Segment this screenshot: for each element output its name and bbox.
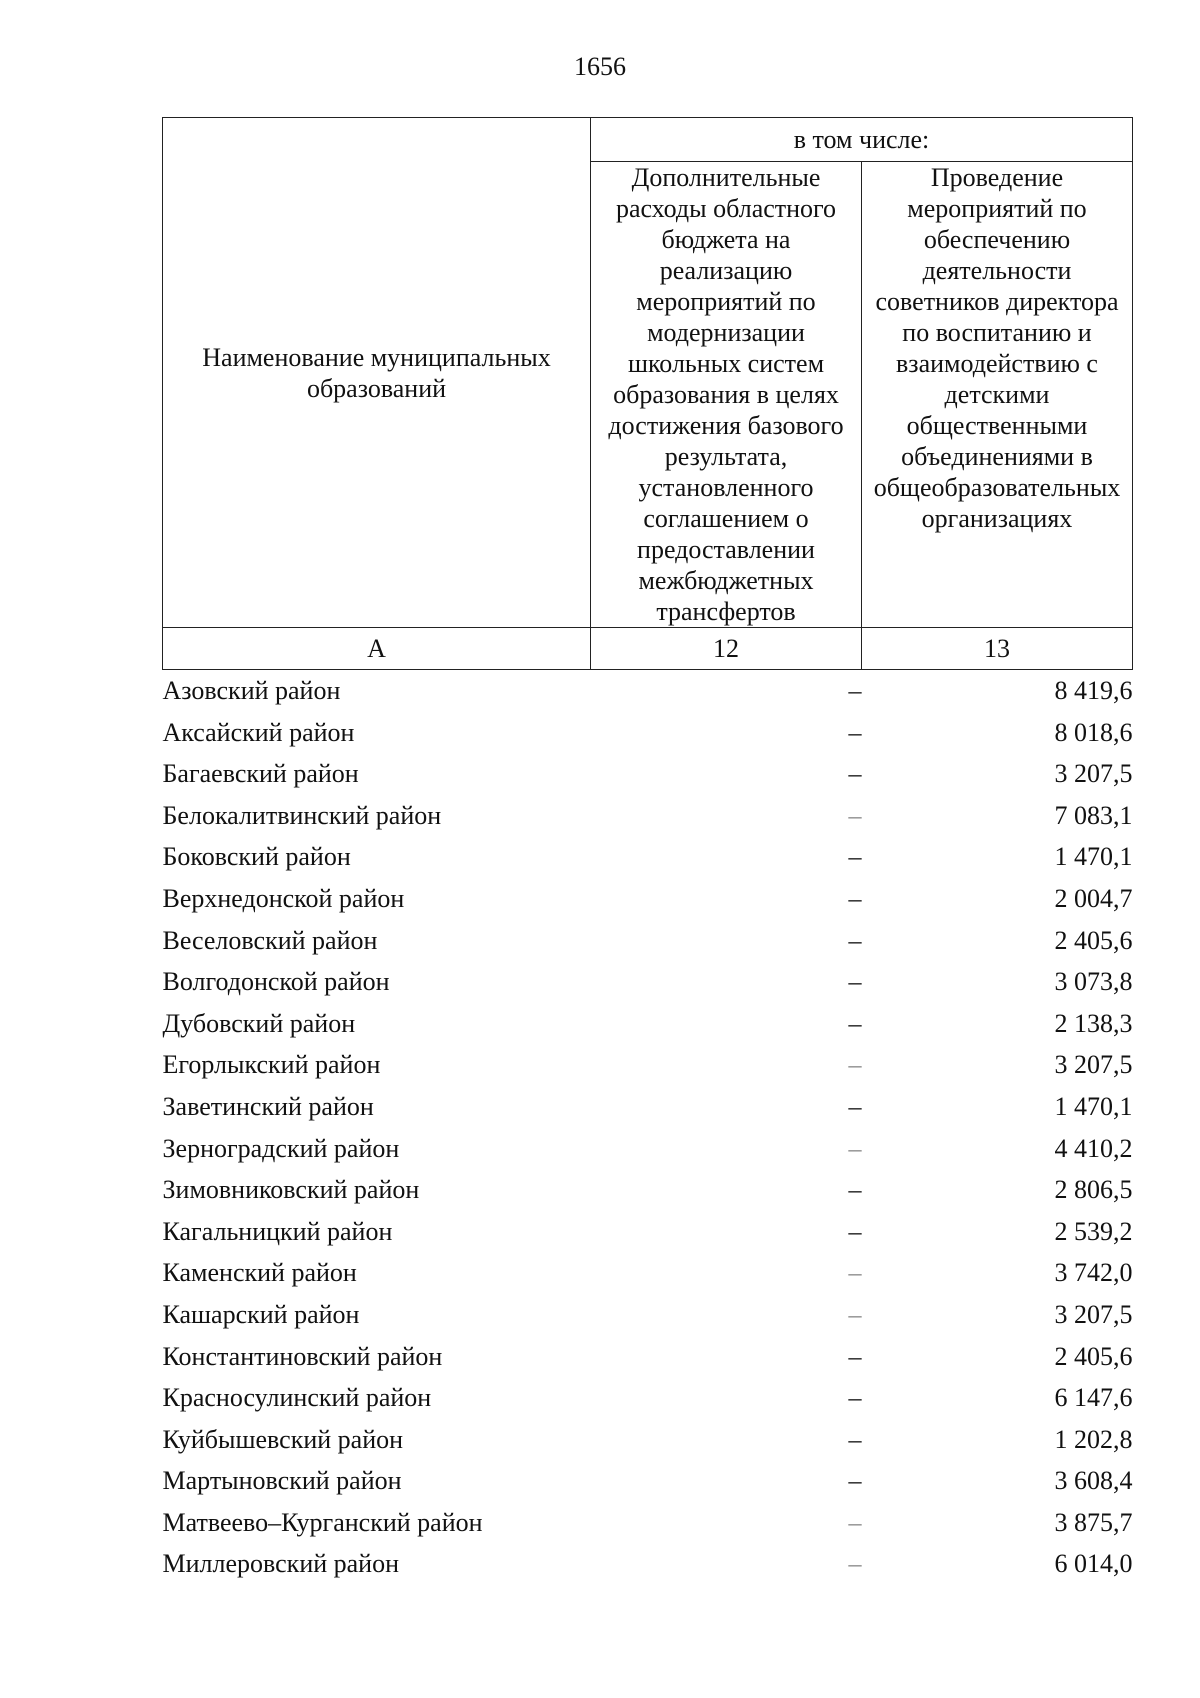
table-row	[163, 1460, 1133, 1502]
municipality-name: Боковский район	[162, 842, 351, 872]
municipality-name: Багаевский район	[162, 759, 359, 789]
municipality-name: Егорлыкский район	[162, 1050, 381, 1080]
header-group-including: в том числе:	[591, 118, 1133, 162]
table-row	[163, 920, 1133, 962]
col12-value: –	[848, 759, 862, 789]
table-row	[163, 961, 1133, 1003]
municipality-name: Заветинский район	[162, 1091, 374, 1121]
municipality-name: Кашарский район	[162, 1299, 360, 1329]
municipality-name: Волгодонской район	[162, 967, 390, 997]
table-header	[163, 118, 1133, 670]
table-row	[163, 670, 1133, 712]
page-number: 1656	[574, 52, 626, 81]
col13-value: 6 147,6	[1054, 1383, 1133, 1413]
col12-value: –	[848, 1008, 862, 1038]
column-number-13: 13	[862, 628, 1133, 670]
municipality-name: Каменский район	[162, 1258, 357, 1288]
col12-value: –	[848, 1216, 862, 1246]
col13-value: 2 004,7	[1054, 883, 1133, 913]
municipality-name: Константиновский район	[162, 1341, 443, 1371]
col12-value: –	[848, 967, 862, 997]
col12-value: –	[848, 1299, 862, 1329]
table-row	[163, 1294, 1133, 1336]
col13-value: 2 539,2	[1054, 1216, 1133, 1246]
col12-value: –	[848, 717, 862, 747]
col13-value: 1 470,1	[1054, 842, 1133, 872]
col12-value: –	[848, 1424, 862, 1454]
col12-value: –	[848, 883, 862, 913]
col13-value: 3 207,5	[1054, 1050, 1133, 1080]
header-column-12: Дополнительные расходы областного бюджета на реализацию мероприятий по модернизации школьных систем образования в целях достижения базового результата, установленного соглашением о предоставлении межбюджетных трансфертов	[591, 162, 862, 628]
column-letter-a: А	[163, 628, 591, 670]
table-row	[163, 878, 1133, 920]
col12-value: –	[848, 925, 862, 955]
col13-value: 3 073,8	[1054, 967, 1133, 997]
municipality-name: Мартыновский район	[162, 1466, 402, 1496]
table-body	[163, 670, 1133, 1586]
municipality-name: Матвеево–Курганский район	[162, 1507, 483, 1537]
table-row	[163, 1086, 1133, 1128]
col12-value: –	[848, 1133, 862, 1163]
table-row	[163, 1502, 1133, 1544]
table-row	[163, 1128, 1133, 1170]
table-row	[163, 1543, 1133, 1585]
column-number-12: 12	[591, 628, 862, 670]
col13-value: 8 419,6	[1054, 676, 1133, 705]
table-row	[163, 753, 1133, 795]
table-row	[163, 1377, 1133, 1419]
col12-value: –	[848, 800, 862, 830]
col12-value: –	[848, 1258, 862, 1288]
col13-value: 4 410,2	[1054, 1133, 1133, 1163]
municipality-name: Веселовский район	[162, 925, 378, 955]
table-row	[163, 836, 1133, 878]
col13-value: 7 083,1	[1054, 800, 1133, 830]
col13-value: 2 806,5	[1054, 1175, 1133, 1205]
table-row	[163, 1169, 1133, 1211]
table-row	[163, 1003, 1133, 1045]
municipality-name: Зерноградский район	[162, 1133, 400, 1163]
col12-value: –	[848, 1466, 862, 1496]
col12-value: –	[848, 1507, 862, 1537]
col13-value: 3 608,4	[1054, 1466, 1133, 1496]
col13-value: 8 018,6	[1054, 717, 1133, 747]
table-row	[163, 1211, 1133, 1253]
col13-value: 1 470,1	[1054, 1091, 1133, 1121]
col12-value: –	[848, 1383, 862, 1413]
table-row	[163, 1336, 1133, 1378]
col12-value: –	[848, 1050, 862, 1080]
table-row	[163, 1252, 1133, 1294]
col12-value: –	[848, 1091, 862, 1121]
municipality-name: Аксайский район	[162, 717, 355, 747]
municipality-name: Азовский район	[162, 676, 341, 705]
col12-value: –	[848, 1549, 862, 1579]
col12-value: –	[848, 1341, 862, 1371]
col13-value: 6 014,0	[1054, 1549, 1133, 1579]
col13-value: 3 207,5	[1054, 1299, 1133, 1329]
col13-value: 2 405,6	[1054, 1341, 1133, 1371]
col12-value: –	[848, 676, 862, 705]
municipality-name: Белокалитвинский район	[162, 800, 442, 830]
header-column-13: Проведение мероприятий по обеспечению деятельности советников директора по воспитанию и взаимодействию с детскими общественными объединениями в общеобразовательных организациях	[862, 162, 1133, 628]
table-row	[163, 1419, 1133, 1461]
municipality-name: Куйбышевский район	[162, 1424, 404, 1454]
municipality-name: Кагальницкий район	[162, 1216, 393, 1246]
header-municipality-name: Наименование муниципальных образований	[163, 118, 591, 628]
municipality-name: Дубовский район	[162, 1008, 356, 1038]
col13-value: 3 742,0	[1054, 1258, 1133, 1288]
municipality-name: Красносулинский район	[162, 1383, 432, 1413]
col12-value: –	[848, 842, 862, 872]
col13-value: 1 202,8	[1054, 1424, 1133, 1454]
municipality-name: Зимовниковский район	[162, 1175, 420, 1205]
col13-value: 2 405,6	[1054, 925, 1133, 955]
col12-value: –	[848, 1175, 862, 1205]
budget-table	[162, 117, 1133, 1585]
col13-value: 3 875,7	[1054, 1507, 1133, 1537]
col13-value: 3 207,5	[1054, 759, 1133, 789]
municipality-name: Миллеровский район	[162, 1549, 400, 1579]
municipality-name: Верхнедонской район	[162, 883, 405, 913]
table-row	[163, 795, 1133, 837]
table-row	[163, 1044, 1133, 1086]
table-row	[163, 712, 1133, 754]
col13-value: 2 138,3	[1054, 1008, 1133, 1038]
